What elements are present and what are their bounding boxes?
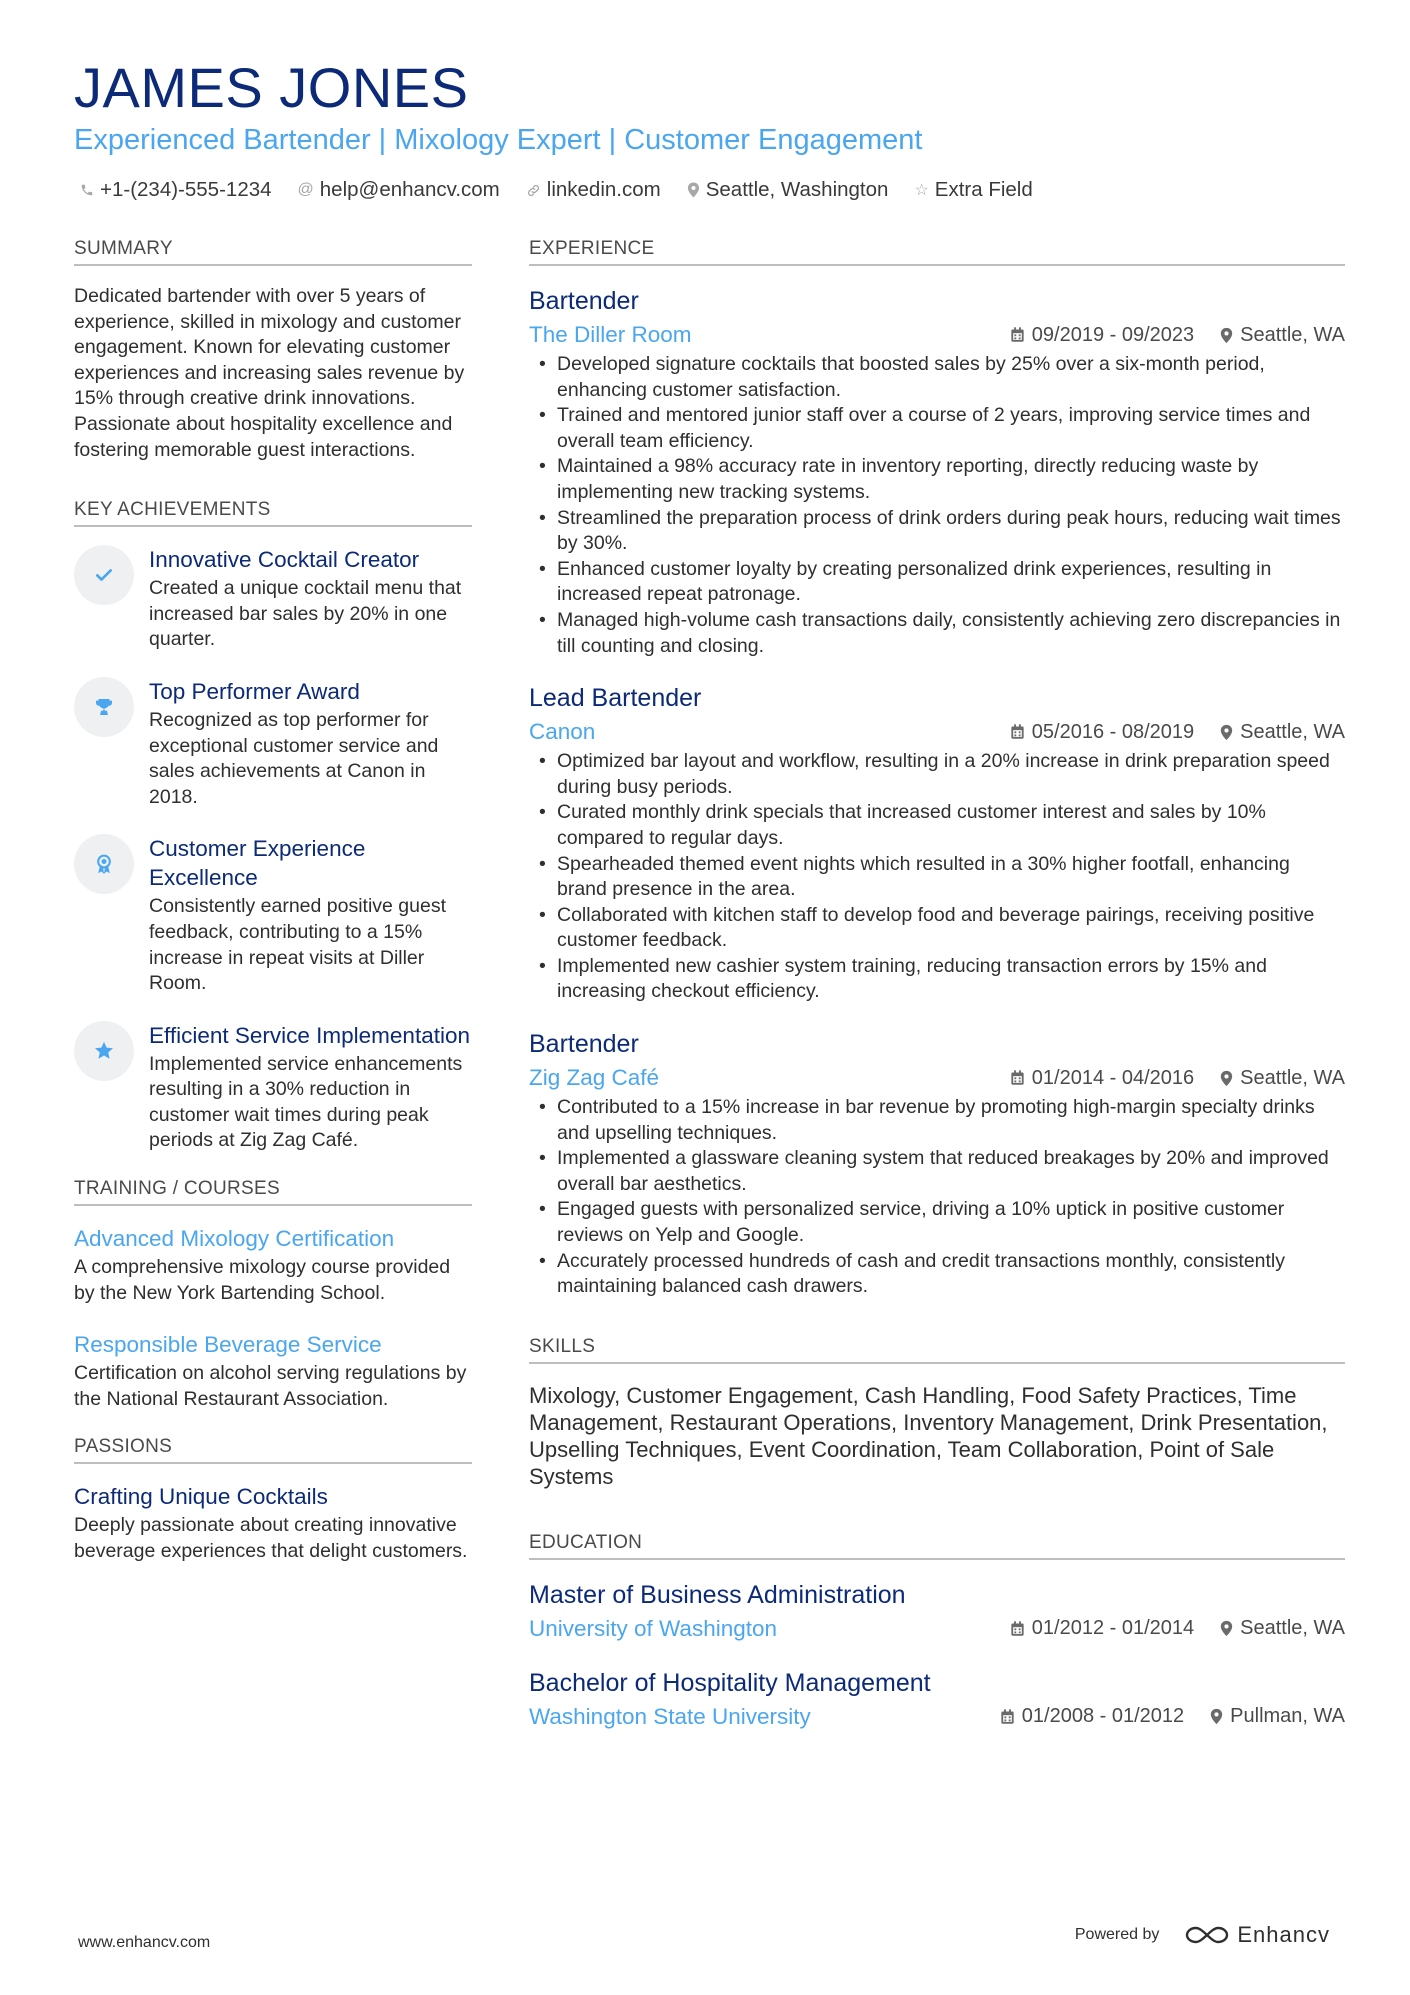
list-item: • Implemented a glassware cleaning system that reduced breakages by 20% and improved overall bar aesthetics. xyxy=(557,1146,1345,1197)
contact-location-text: Seattle, Washington xyxy=(705,178,889,201)
education-dates: 01/2012 - 01/2014 xyxy=(1031,1617,1195,1640)
calendar-icon xyxy=(1000,1709,1015,1725)
list-item: • Collaborated with kitchen staff to develop food and beverage pairings, receiving positive customer feedback. xyxy=(557,903,1345,954)
achievement-text: Consistently earned positive guest feedback, contributing to a 15% increase in repeat visits at Diller Room. xyxy=(149,895,447,995)
contact-phone[interactable] xyxy=(80,178,272,202)
infinity-logo-icon xyxy=(1185,1924,1229,1946)
experience-entry xyxy=(529,681,1345,1005)
left-column xyxy=(74,238,472,1565)
job-title: Bartender xyxy=(529,1030,639,1059)
school-name: Washington State University xyxy=(529,1703,811,1729)
list-item: • Spearheaded themed event nights which resulted in a 30% higher footfall, enhancing brand presence in the area. xyxy=(557,852,1345,903)
course-title: Advanced Mixology Certification xyxy=(74,1226,395,1252)
list-item: • Curated monthly drink specials that increased customer interest and sales by 10% compared to regular days. xyxy=(557,800,1345,851)
contact-bar xyxy=(80,178,1059,202)
company-name: Zig Zag Café xyxy=(529,1065,660,1091)
list-item: • Contributed to a 15% increase in bar revenue by promoting high-margin specialty drinks and upselling techniques. xyxy=(557,1095,1345,1146)
education-entry xyxy=(529,1578,1345,1646)
course-item xyxy=(74,1224,472,1306)
job-location: Seattle, WA xyxy=(1240,720,1345,743)
contact-linkedin[interactable] xyxy=(526,178,661,202)
achievement-title: Innovative Cocktail Creator xyxy=(149,547,420,573)
skills-heading: SKILLS xyxy=(529,1336,1345,1364)
list-item: • Optimized bar layout and workflow, resulting in a 20% increase in drink preparation speed during busy periods. xyxy=(557,749,1345,800)
company-name: The Diller Room xyxy=(529,322,692,347)
location-pin-icon xyxy=(1220,327,1233,344)
achievement-text: Recognized as top performer for exceptional customer service and sales achievements at Canon in 2018. xyxy=(149,708,439,808)
contact-email-text: help@enhancv.com xyxy=(319,178,500,201)
achievement-text: Created a unique cocktail menu that increased bar sales by 20% in one quarter. xyxy=(149,577,462,651)
school-name: University of Washington xyxy=(529,1615,778,1641)
footer-branding xyxy=(1075,1922,1330,1948)
summary-text: Dedicated bartender with over 5 years of experience, skilled in mixology and customer engagement. Known for elevating customer experiences and increasing sales revenue by 15% through creative drink innovations. Passionate about hospitality excellence and fostering memorable guest interactions. xyxy=(74,285,465,461)
location-pin-icon xyxy=(1210,1708,1223,1725)
brand-name: Enhancv xyxy=(1237,1922,1330,1947)
candidate-name: JAMES JONES xyxy=(74,56,469,119)
calendar-icon xyxy=(1010,1621,1025,1637)
calendar-icon xyxy=(1010,724,1025,740)
achievement-item xyxy=(74,677,472,810)
achievement-item xyxy=(74,834,472,996)
achievement-item xyxy=(74,545,472,653)
job-title: Bartender xyxy=(529,287,639,315)
at-icon: @ xyxy=(297,181,314,198)
contact-email[interactable] xyxy=(298,178,500,202)
degree-title: Bachelor of Hospitality Management xyxy=(529,1668,931,1697)
education-location: Seattle, WA xyxy=(1240,1617,1345,1640)
job-dates: 05/2016 - 08/2019 xyxy=(1031,720,1195,743)
education-entry xyxy=(529,1666,1345,1734)
experience-section xyxy=(529,238,1345,1300)
powered-by-label: Powered by xyxy=(1074,1926,1160,1943)
phone-icon xyxy=(80,183,94,197)
contact-phone-text: +1-(234)-555-1234 xyxy=(100,178,272,201)
company-name: Canon xyxy=(529,719,596,745)
achievements-heading: KEY ACHIEVEMENTS xyxy=(74,499,472,527)
list-item: • Developed signature cocktails that boosted sales by 25% over a six-month period, enhancing customer satisfaction. xyxy=(557,352,1345,403)
job-bullets xyxy=(529,749,1345,1005)
experience-entry xyxy=(529,1027,1345,1300)
achievement-title: Customer Experience Excellence xyxy=(149,836,366,891)
list-item: • Engaged guests with personalized service, driving a 10% uptick in positive customer reviews on Yelp and Google. xyxy=(557,1197,1345,1248)
trophy-icon xyxy=(74,677,134,737)
job-dates: 01/2014 - 04/2016 xyxy=(1031,1066,1195,1089)
location-pin-icon xyxy=(1220,724,1233,741)
achievements-section xyxy=(74,499,472,1154)
job-bullets xyxy=(529,1095,1345,1300)
job-location: Seattle, WA xyxy=(1240,1066,1345,1089)
education-location: Pullman, WA xyxy=(1230,1705,1345,1728)
course-item xyxy=(74,1330,472,1412)
checkmark-icon xyxy=(74,545,134,605)
course-title: Responsible Beverage Service xyxy=(74,1332,382,1358)
list-item: • Maintained a 98% accuracy rate in inventory reporting, directly reducing waste by implementing new tracking systems. xyxy=(557,454,1345,505)
right-column xyxy=(529,238,1345,1754)
location-pin-icon xyxy=(687,182,700,198)
education-heading: EDUCATION xyxy=(529,1532,1345,1560)
list-item: • Enhanced customer loyalty by creating personalized drink experiences, resulting in increased repeat patronage. xyxy=(557,557,1345,608)
training-section xyxy=(74,1178,472,1412)
passions-section xyxy=(74,1436,472,1564)
calendar-icon xyxy=(1010,327,1025,343)
medal-icon xyxy=(74,834,134,894)
course-text: A comprehensive mixology course provided by the New York Bartending School. xyxy=(74,1256,451,1304)
contact-extra-text: Extra Field xyxy=(934,178,1033,201)
job-location: Seattle, WA xyxy=(1240,323,1345,346)
summary-section xyxy=(74,238,472,463)
skills-text: Mixology, Customer Engagement, Cash Handling, Food Safety Practices, Time Management, Restaurant Operations, Inventory Management, Drink Presentation, Upselling Techniques, Event Coordination, Team Collaboration, Point of Sale Systems xyxy=(529,1382,1328,1489)
location-pin-icon xyxy=(1220,1620,1233,1637)
achievement-text: Implemented service enhancements resulting in a 30% reduction in customer wait times during peak periods at Zig Zag Café. xyxy=(149,1052,463,1152)
summary-heading: SUMMARY xyxy=(74,238,472,266)
list-item: • Implemented new cashier system training, reducing transaction errors by 15% and increasing checkout efficiency. xyxy=(557,954,1345,1005)
achievement-item xyxy=(74,1021,472,1154)
training-heading: TRAINING / COURSES xyxy=(74,1178,472,1206)
experience-entry xyxy=(529,284,1345,659)
star-outline-icon: ☆ xyxy=(914,182,929,199)
location-pin-icon xyxy=(1220,1070,1233,1087)
contact-location xyxy=(687,178,889,202)
job-title: Lead Bartender xyxy=(529,684,702,713)
passions-heading: PASSIONS xyxy=(74,1436,472,1464)
headline: Experienced Bartender | Mixology Expert | Customer Engagement xyxy=(74,124,923,156)
star-icon xyxy=(74,1021,134,1081)
course-text: Certification on alcohol serving regulations by the National Restaurant Association. xyxy=(74,1362,467,1410)
passion-title: Crafting Unique Cocktails xyxy=(74,1484,328,1510)
degree-title: Master of Business Administration xyxy=(529,1580,906,1609)
achievement-title: Efficient Service Implementation xyxy=(149,1022,470,1048)
passion-text: Deeply passionate about creating innovative beverage experiences that delight customers. xyxy=(74,1514,468,1563)
contact-extra xyxy=(914,178,1032,202)
footer-website-link[interactable]: www.enhancv.com xyxy=(78,1934,211,1951)
experience-heading: EXPERIENCE xyxy=(529,238,1345,266)
contact-linkedin-text: linkedin.com xyxy=(546,178,661,201)
brand-logo[interactable] xyxy=(1185,1922,1330,1948)
job-dates: 09/2019 - 09/2023 xyxy=(1031,323,1195,346)
list-item: • Streamlined the preparation process of drink orders during peak hours, reducing wait times by 30%. xyxy=(557,506,1345,557)
achievement-title: Top Performer Award xyxy=(149,678,360,704)
list-item: • Managed high-volume cash transactions daily, consistently achieving zero discrepancies in till counting and closing. xyxy=(557,608,1345,659)
education-section xyxy=(529,1532,1345,1734)
job-bullets xyxy=(529,352,1345,659)
education-dates: 01/2008 - 01/2012 xyxy=(1021,1705,1185,1728)
calendar-icon xyxy=(1010,1070,1025,1086)
link-icon xyxy=(526,183,541,198)
skills-section xyxy=(529,1336,1345,1490)
list-item: • Accurately processed hundreds of cash and credit transactions monthly, consistently maintaining balanced cash drawers. xyxy=(557,1249,1345,1300)
list-item: • Trained and mentored junior staff over a course of 2 years, improving service times and overall team efficiency. xyxy=(557,403,1345,454)
